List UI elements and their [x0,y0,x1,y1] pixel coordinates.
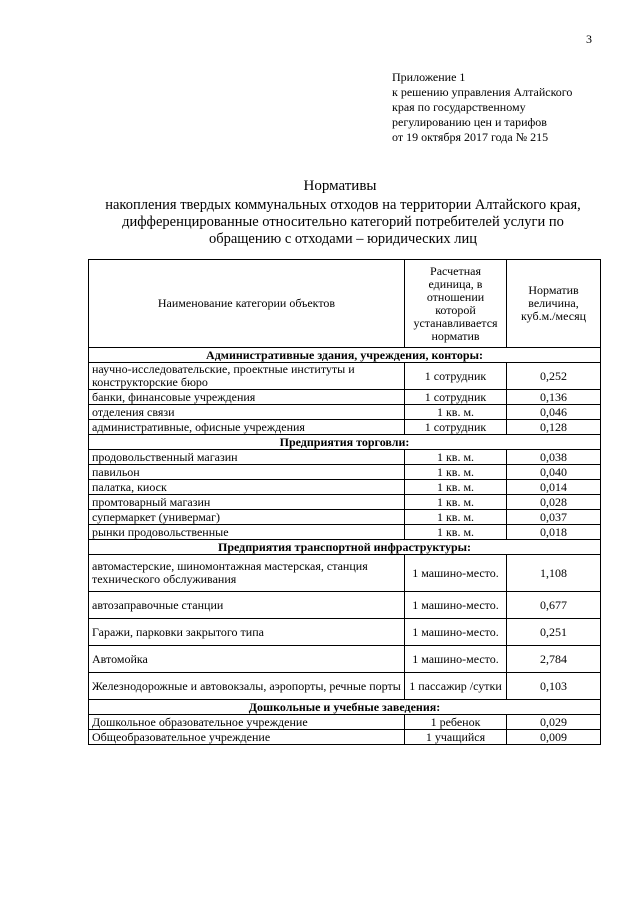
unit-cell: 1 сотрудник [405,390,507,405]
table-row [89,730,601,745]
value-cell: 1,108 [507,555,601,592]
value-cell: 0,103 [507,673,601,700]
unit-cell: 1 кв. м. [405,525,507,540]
appendix-block [392,70,622,145]
unit-cell: 1 машино-место. [405,619,507,646]
unit-cell: 1 сотрудник [405,420,507,435]
table-row [89,592,601,619]
table-row [89,420,601,435]
section-row [89,435,601,450]
value-cell: 0,028 [507,495,601,510]
value-cell: 0,677 [507,592,601,619]
table-row [89,646,601,673]
value-cell: 0,251 [507,619,601,646]
page-number: 3 [586,32,592,46]
unit-cell: 1 учащийся [405,730,507,745]
appendix-line: Приложение 1 [392,70,466,84]
table-row [89,525,601,540]
value-cell: 0,046 [507,405,601,420]
unit-cell: 1 кв. м. [405,510,507,525]
category-cell: Общеобразовательное учреждение [89,730,405,745]
category-cell: Гаражи, парковки закрытого типа [89,619,405,646]
value-cell: 0,037 [507,510,601,525]
header-category-name: Наименование категории объектов [89,260,405,348]
unit-cell: 1 машино-место. [405,592,507,619]
document-title: Нормативы [303,178,377,194]
category-cell: административные, офисные учреждения [89,420,405,435]
appendix-line: от 19 октября 2017 года № 215 [392,130,549,144]
category-cell: павильон [89,465,405,480]
category-cell: Автомойка [89,646,405,673]
document-subtitle [78,197,608,248]
value-cell: 0,040 [507,465,601,480]
value-cell: 0,252 [507,363,601,390]
value-cell: 0,029 [507,715,601,730]
category-cell: промтоварный магазин [89,495,405,510]
table-row [89,555,601,592]
header-norm-value: Норматив величина, куб.м./месяц [507,260,601,348]
category-cell: отделения связи [89,405,405,420]
table-row [89,450,601,465]
category-cell: рынки продовольственные [89,525,405,540]
table-row [89,510,601,525]
value-cell: 0,038 [507,450,601,465]
value-cell: 0,128 [507,420,601,435]
subtitle-line: обращению с отходами – юридических лиц [208,231,478,247]
category-cell: супермаркет (универмаг) [89,510,405,525]
norms-table [88,259,601,745]
category-cell: Железнодорожные и автовокзалы, аэропорты, речные порты [89,673,405,700]
subtitle-line: дифференцированные относительно категорий потребителей услуги по [122,214,564,230]
subtitle-line: накопления твердых коммунальных отходов на территории Алтайского края, [105,197,581,213]
category-cell: автомастерские, шиномонтажная мастерская, станция технического обслуживания [89,555,405,592]
header-calculation-unit: Расчетная единица, в отношении которой устанавливается норматив [405,260,507,348]
table-row [89,405,601,420]
category-cell: палатка, киоск [89,480,405,495]
unit-cell: 1 машино-место. [405,555,507,592]
value-cell: 0,136 [507,390,601,405]
appendix-line: регулированию цен и тарифов [392,115,547,129]
unit-cell: 1 пассажир /сутки [405,673,507,700]
value-cell: 0,009 [507,730,601,745]
table-row [89,480,601,495]
value-cell: 2,784 [507,646,601,673]
unit-cell: 1 машино-место. [405,646,507,673]
unit-cell: 1 кв. м. [405,495,507,510]
table-row [89,465,601,480]
category-cell: научно-исследовательские, проектные институты и конструкторские бюро [89,363,405,390]
unit-cell: 1 кв. м. [405,450,507,465]
table-header-row [89,260,601,348]
table-row [89,495,601,510]
category-cell: Дошкольное образовательное учреждение [89,715,405,730]
unit-cell: 1 кв. м. [405,480,507,495]
table-row [89,619,601,646]
table-row [89,363,601,390]
section-title: Предприятия торговли: [89,435,601,450]
unit-cell: 1 кв. м. [405,405,507,420]
value-cell: 0,014 [507,480,601,495]
table-row [89,390,601,405]
unit-cell: 1 кв. м. [405,465,507,480]
section-row [89,540,601,555]
unit-cell: 1 сотрудник [405,363,507,390]
value-cell: 0,018 [507,525,601,540]
section-row [89,348,601,363]
table-row [89,715,601,730]
table-row [89,673,601,700]
appendix-line: к решению управления Алтайского [392,85,573,99]
section-title: Административные здания, учреждения, конторы: [89,348,601,363]
category-cell: продовольственный магазин [89,450,405,465]
section-title: Дошкольные и учебные заведения: [89,700,601,715]
category-cell: автозаправочные станции [89,592,405,619]
unit-cell: 1 ребенок [405,715,507,730]
appendix-line: края по государственному [392,100,526,114]
section-row [89,700,601,715]
category-cell: банки, финансовые учреждения [89,390,405,405]
section-title: Предприятия транспортной инфраструктуры: [89,540,601,555]
